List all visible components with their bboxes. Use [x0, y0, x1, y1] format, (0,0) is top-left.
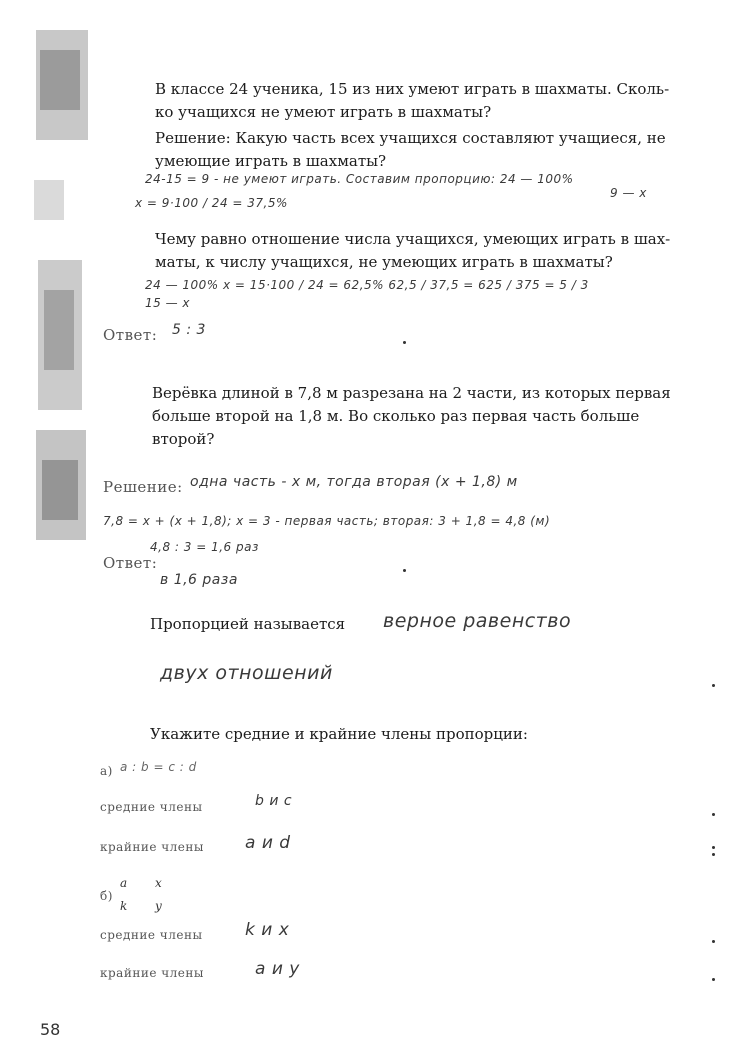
- task1-handwritten-1: 24-15 = 9 - не умеют играть. Составим пропорцию: 24 — 100%: [145, 172, 574, 186]
- task1-handwritten-2: x = 9·100 / 24 = 37,5%: [135, 196, 288, 210]
- proportion-label: Пропорцией называется: [150, 615, 346, 633]
- task2-handwritten-1: одна часть - x м, тогда вторая (x + 1,8) м: [190, 474, 518, 490]
- proportion-handwritten-2: двух отношений: [160, 662, 333, 684]
- members-b-extreme-value: a и y: [255, 959, 300, 979]
- members-b-middle-value: k и x: [245, 920, 290, 940]
- members-b-prefix: б): [100, 889, 113, 903]
- task1-answer-label: Ответ:: [103, 326, 158, 344]
- members-b-frac-left-num: a: [120, 876, 128, 890]
- task1-answer-value: 5 : 3: [172, 322, 206, 338]
- task2-problem-line1: Верёвка длиной в 7,8 м разрезана на 2 части, из которых первая: [152, 384, 671, 402]
- task2-solution-label: Решение:: [103, 478, 183, 496]
- members-b-frac-right-den: y: [155, 899, 162, 913]
- members-a-formula: a : b = c : d: [120, 760, 197, 774]
- members-a-prefix: а): [100, 764, 113, 778]
- dot-mark: [712, 940, 715, 943]
- task1-question-line1: Чему равно отношение числа учащихся, умеющих играть в шах-: [155, 230, 671, 248]
- members-b-frac-right-num: x: [155, 876, 162, 890]
- task1-handwritten-1b: 9 — x: [610, 186, 647, 200]
- colon-mark-top: [712, 846, 715, 849]
- members-title: Укажите средние и крайние члены пропорции:: [150, 725, 528, 743]
- members-a-extreme-label: крайние члены: [100, 840, 204, 854]
- task1-solution-line1: Решение: Какую часть всех учащихся составляют учащиеся, не: [155, 129, 666, 147]
- members-b-frac-left-den: k: [120, 899, 128, 913]
- page-number: 58: [40, 1020, 61, 1039]
- dot-mark: [403, 341, 406, 344]
- scan-edge-texture: [30, 30, 92, 540]
- task1-problem-line2: ко учащихся не умеют играть в шахматы?: [155, 103, 492, 121]
- task1-problem-line1: В классе 24 ученика, 15 из них умеют играть в шахматы. Сколь-: [155, 80, 670, 98]
- task1-solution-line2: умеющие играть в шахматы?: [155, 152, 387, 170]
- dot-mark: [712, 978, 715, 981]
- task2-problem-line3: второй?: [152, 430, 215, 448]
- task2-answer-value: в 1,6 раза: [160, 572, 238, 588]
- members-a-middle-value: b и c: [255, 793, 293, 809]
- members-b-extreme-label: крайние члены: [100, 966, 204, 980]
- proportion-handwritten-1: верное равенство: [383, 610, 572, 632]
- task2-problem-line2: больше второй на 1,8 м. Во сколько раз первая часть больше: [152, 407, 640, 425]
- dot-mark: [712, 684, 715, 687]
- task1-handwritten-3: 24 — 100% x = 15·100 / 24 = 62,5% 62,5 / 37,5 = 625 / 375 = 5 / 3: [145, 278, 589, 292]
- task2-handwritten-2: 7,8 = x + (x + 1,8); x = 3 - первая часть; вторая: 3 + 1,8 = 4,8 (м): [103, 514, 551, 528]
- task2-handwritten-3: 4,8 : 3 = 1,6 раз: [150, 540, 259, 554]
- dot-mark: [712, 813, 715, 816]
- members-a-extreme-value: a и d: [245, 833, 291, 853]
- colon-mark-bottom: [712, 853, 715, 856]
- members-b-middle-label: средние члены: [100, 928, 203, 942]
- dot-mark: [403, 569, 406, 572]
- task1-handwritten-3b: 15 — x: [145, 296, 190, 310]
- task1-question-line2: маты, к числу учащихся, не умеющих играть в шахматы?: [155, 253, 613, 271]
- task2-answer-label: Ответ:: [103, 554, 158, 572]
- members-a-middle-label: средние члены: [100, 800, 203, 814]
